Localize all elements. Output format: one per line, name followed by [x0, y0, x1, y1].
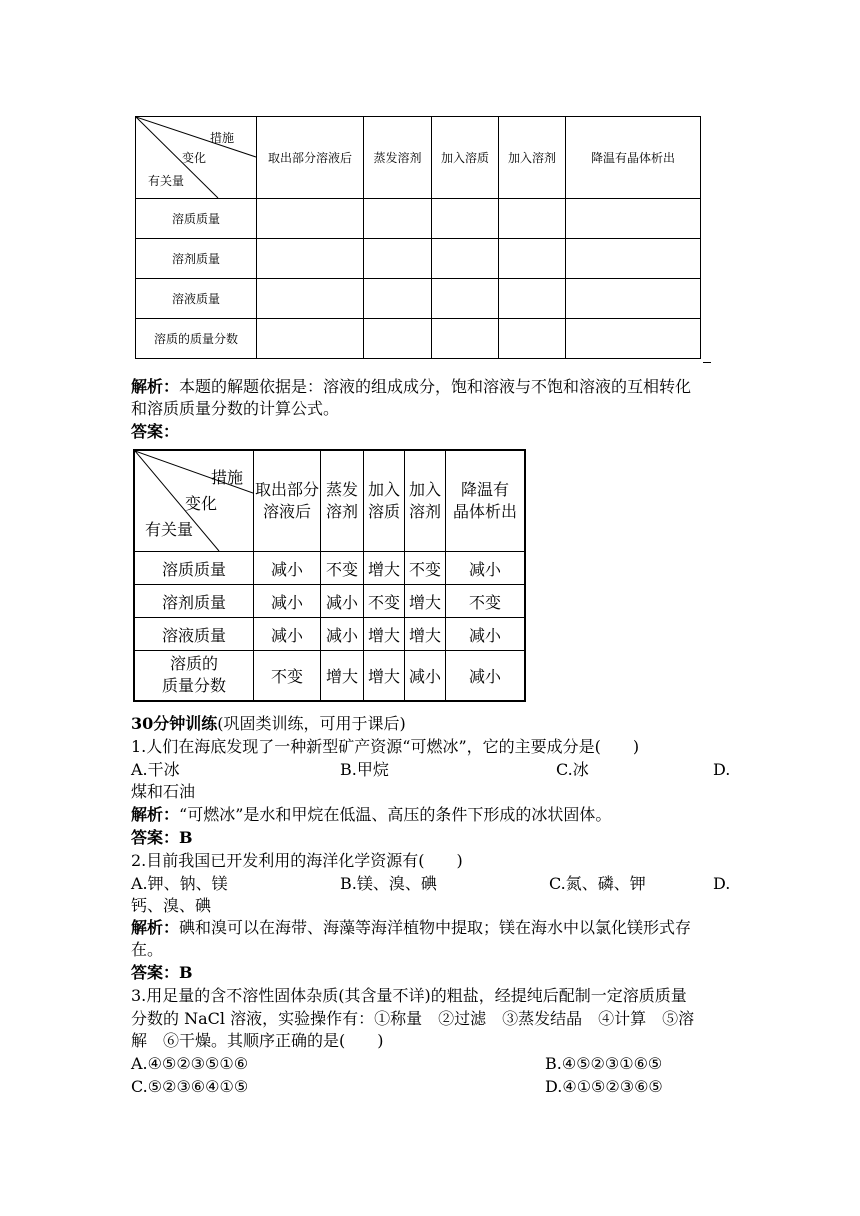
corner-mid: 变化 [185, 494, 218, 513]
col-header: 蒸发溶剂 [364, 117, 432, 199]
row-header: 溶质质量 [134, 552, 254, 585]
q3-option-b: B.④⑤②③①⑥⑤ [545, 1054, 663, 1073]
col-header: 取出部分 溶液后 [254, 450, 321, 552]
table-cell [432, 199, 499, 239]
table-cell [364, 279, 432, 319]
q1-option-c: C.冰 [556, 760, 589, 779]
row-header: 溶剂质量 [136, 239, 257, 279]
table-cell [566, 239, 701, 279]
q3-option-a: A.④⑤②③⑤①⑥ [131, 1054, 249, 1073]
table-cell: 增大 [405, 585, 446, 618]
analysis-text: 本题的解题依据是：溶液的组成成分，饱和溶液与不饱和溶液的互相转化 [179, 377, 692, 396]
q2-option-c: C.氮、磷、钾 [549, 874, 646, 893]
table-cell: 减小 [254, 618, 321, 651]
table-cell: 增大 [321, 651, 364, 701]
col-header: 加入 溶剂 [405, 450, 446, 552]
table-cell: 不变 [405, 552, 446, 585]
q2-option-a: A.钾、钠、镁 [131, 874, 228, 893]
col-header: 蒸发 溶剂 [321, 450, 364, 552]
table-cell [499, 319, 566, 359]
q1-answer: 答案：B [131, 828, 193, 847]
blank-table [135, 116, 701, 359]
analysis-text: 和溶质质量分数的计算公式。 [131, 399, 340, 418]
table-cell: 减小 [446, 651, 526, 701]
q1-analysis: 解析：“可燃冰”是水和甲烷在低温、高压的条件下形成的冰状固体。 [131, 805, 612, 824]
row-header: 溶剂质量 [134, 585, 254, 618]
q2-option-d-text: 钙、溴、碘 [131, 896, 212, 915]
underline-mark [703, 362, 711, 363]
table-cell [364, 199, 432, 239]
col-header: 加入 溶质 [364, 450, 405, 552]
question-1-stem: 1.人们在海底发现了一种新型矿产资源“可燃冰”，它的主要成分是( ) [131, 737, 640, 756]
table-cell [257, 279, 364, 319]
table-cell: 增大 [364, 552, 405, 585]
col-header: 加入溶质 [432, 117, 499, 199]
col-header: 加入溶剂 [499, 117, 566, 199]
table-cell [432, 239, 499, 279]
table-cell [566, 279, 701, 319]
table-cell: 减小 [321, 618, 364, 651]
table-cell: 增大 [364, 651, 405, 701]
table2-corner [134, 450, 254, 552]
table-cell: 减小 [321, 585, 364, 618]
table-cell [257, 199, 364, 239]
table-cell: 增大 [364, 618, 405, 651]
answer-label: 答案： [131, 422, 180, 441]
q3-option-d: D.④①⑤②③⑥⑤ [545, 1077, 663, 1096]
corner-top: 措施 [211, 468, 244, 487]
table-cell: 不变 [364, 585, 405, 618]
col-header: 降温有晶体析出 [566, 117, 701, 199]
question-3-stem: 分数的 NaCl 溶液，实验操作有：①称量 ②过滤 ③蒸发结晶 ④计算 ⑤溶 [131, 1009, 695, 1028]
table-cell [432, 279, 499, 319]
table-cell [257, 319, 364, 359]
table-cell: 不变 [254, 651, 321, 701]
table-cell: 减小 [446, 618, 526, 651]
table-cell [499, 279, 566, 319]
question-2-stem: 2.目前我国已开发利用的海洋化学资源有( ) [131, 851, 463, 870]
row-header: 溶质质量 [136, 199, 257, 239]
row-header: 溶液质量 [136, 279, 257, 319]
question-3-stem: 3.用足量的含不溶性固体杂质(其含量不详)的粗盐，经提纯后配制一定溶质质量 [131, 986, 687, 1005]
table-cell: 减小 [405, 651, 446, 701]
table-cell [499, 199, 566, 239]
q2-analysis: 解析：碘和溴可以在海带、海藻等海洋植物中提取；镁在海水中以氯化镁形式存 [131, 918, 692, 937]
answer-table [133, 449, 526, 702]
q2-answer: 答案：B [131, 963, 193, 982]
analysis-line [131, 377, 691, 397]
col-header: 降温有 晶体析出 [446, 450, 526, 552]
corner-top: 措施 [210, 131, 235, 145]
row-header: 溶液质量 [134, 618, 254, 651]
table-cell [257, 239, 364, 279]
section-heading: 30分钟训练(巩固类训练，可用于课后) [131, 714, 406, 733]
row-header: 溶质的 质量分数 [134, 651, 254, 701]
col-header: 取出部分溶液后 [257, 117, 364, 199]
table-cell: 不变 [446, 585, 526, 618]
q1-option-a: A.干冰 [131, 760, 180, 779]
question-3-stem: 解 ⑥干燥。其顺序正确的是( ) [131, 1031, 384, 1050]
table-cell [364, 319, 432, 359]
row-header: 溶质的质量分数 [136, 319, 257, 359]
table-cell: 增大 [405, 618, 446, 651]
q2-analysis-cont: 在。 [131, 940, 164, 959]
table-cell [432, 319, 499, 359]
table-cell [566, 199, 701, 239]
corner-bottom: 有关量 [148, 174, 185, 188]
table-cell: 减小 [254, 552, 321, 585]
table-cell: 不变 [321, 552, 364, 585]
q1-option-b: B.甲烷 [340, 760, 389, 779]
table-cell: 减小 [446, 552, 526, 585]
table-cell [364, 239, 432, 279]
q2-option-b: B.镁、溴、碘 [340, 874, 437, 893]
corner-mid: 变化 [182, 151, 207, 165]
table-cell: 减小 [254, 585, 321, 618]
table-cell [566, 319, 701, 359]
q2-option-d: D. [713, 874, 731, 893]
corner-bottom: 有关量 [145, 520, 194, 539]
table1-corner [136, 117, 257, 199]
q1-option-d: D. [713, 760, 731, 779]
q3-option-c: C.⑤②③⑥④①⑤ [131, 1077, 249, 1096]
table-cell [499, 239, 566, 279]
analysis-label: 解析： [131, 377, 180, 396]
q1-option-d-text: 煤和石油 [131, 782, 196, 801]
